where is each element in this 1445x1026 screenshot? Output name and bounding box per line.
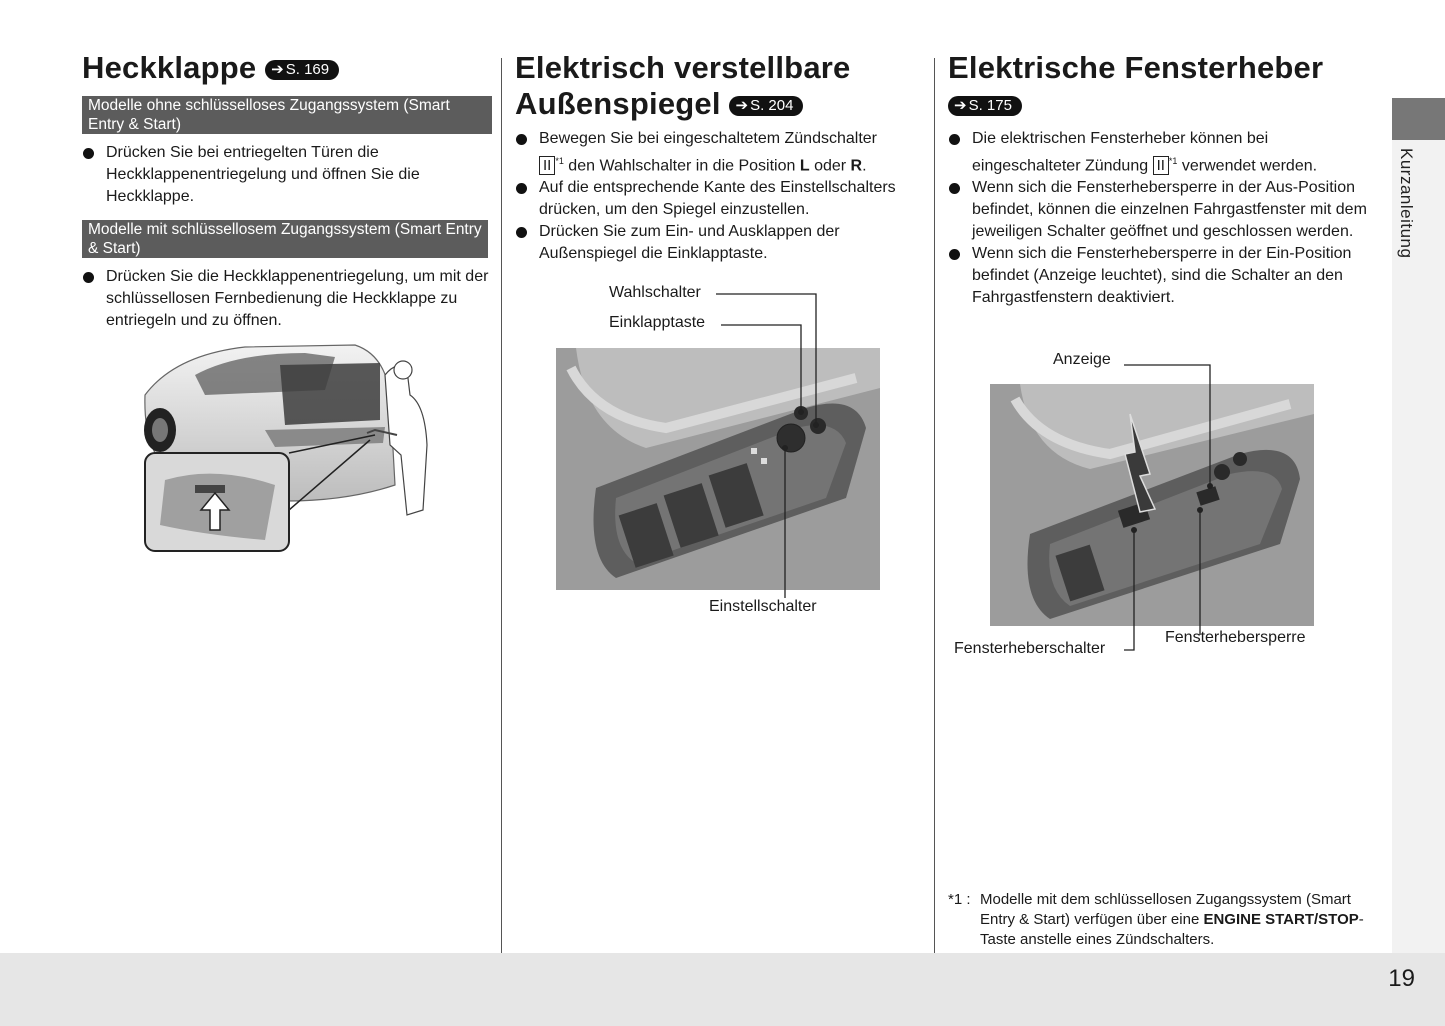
- list-item: Wenn sich die Fensterhebersperre in der Ein-Position befindet (Anzeige leuchtet), sind die Schalter an den Fahrgastfenstern deaktiviert.: [948, 243, 1368, 309]
- ignition-position-badge: II: [1153, 156, 1169, 175]
- label-anzeige: Anzeige: [1053, 351, 1111, 368]
- section-title: [82, 50, 492, 86]
- bullet-list: [82, 142, 492, 208]
- list-item: Bewegen Sie bei eingeschaltetem Zündschalter II $^{*1}$ den Wahlschalter in die Position L oder R.: [515, 128, 920, 177]
- side-tab-label[interactable]: Kurzanleitung: [1397, 148, 1416, 259]
- ignition-position-badge: II: [539, 156, 555, 175]
- section-fensterheber: [948, 50, 1368, 309]
- page-ref-link[interactable]: [948, 96, 1022, 116]
- list-item: Wenn sich die Fensterhebersperre in der Aus-Position befindet, können die einzelnen Fahrgastfenster mit dem jeweiligen Schalter geöffnet und geschlossen werden.: [948, 177, 1368, 243]
- footnote-mark: *1 :: [948, 891, 971, 908]
- arrow-icon: ➔: [735, 96, 749, 114]
- model-bar-smart-entry: Modelle mit schlüssellosem Zugangssystem (Smart Entry & Start): [82, 220, 488, 258]
- bullet-list: [948, 128, 1368, 309]
- title-text: Heckklappe: [82, 50, 257, 85]
- footnote-ref: *1: [1168, 156, 1178, 166]
- arrow-icon: ➔: [271, 60, 284, 78]
- bullet-list: [515, 128, 920, 265]
- list-item: Die elektrischen Fensterheber können bei eingeschalteter Zündung II $^{*1}$ verwendet werden.: [948, 128, 1368, 177]
- label-fensterhebersperre: Fensterhebersperre: [1165, 629, 1306, 646]
- list-item: Drücken Sie bei entriegelten Türen die Heckklappenentriegelung und öffnen Sie die Heckklappe.: [82, 142, 492, 208]
- page-ref-link[interactable]: [729, 96, 803, 116]
- section-title: [948, 50, 1368, 122]
- model-bar-no-smart-entry: Modelle ohne schlüsselloses Zugangssystem (Smart Entry & Start): [82, 96, 492, 134]
- title-text: Elektrisch verstellbare: [515, 50, 851, 85]
- section-aussenspiegel: [515, 50, 920, 265]
- list-item: Drücken Sie zum Ein- und Ausklappen der Außenspiegel die Einklapptaste.: [515, 221, 920, 265]
- page-ref-text: S. 169: [285, 60, 330, 78]
- page-ref-text: S. 175: [968, 96, 1012, 114]
- arrow-icon: ➔: [954, 96, 967, 114]
- page-number: 19: [1388, 965, 1415, 992]
- label-wahlschalter: Wahlschalter: [609, 284, 701, 301]
- footnote-text: Modelle mit dem schlüssellosen Zugangssystem (Smart Entry & Start) verfügen über eine ENGINE START/STOP-Taste anstelle eines Zündschalters.: [980, 891, 1364, 948]
- footnote-ref: *1: [555, 156, 564, 166]
- label-einklapptaste: Einklapptaste: [609, 314, 706, 331]
- side-tab-marker: [1392, 98, 1445, 140]
- label-einstellschalter: Einstellschalter: [709, 598, 817, 615]
- column-divider: [501, 58, 502, 953]
- column-divider: [934, 58, 935, 953]
- section-heckklappe: [82, 50, 492, 332]
- section-title: [515, 50, 920, 122]
- list-item: Auf die entsprechende Kante des Einstellschalters drücken, um den Spiegel einzustellen.: [515, 177, 920, 221]
- title-text: Außenspiegel: [515, 86, 721, 121]
- title-text: Elektrische Fensterheber: [948, 50, 1324, 85]
- tailgate-illustration: [135, 335, 435, 555]
- callout-lines: [990, 350, 1320, 660]
- page-footer: [0, 953, 1445, 1026]
- page-ref-text: S. 204: [750, 96, 794, 114]
- page-ref-link[interactable]: [265, 60, 339, 80]
- list-item: Drücken Sie die Heckklappenentriegelung, um mit der schlüssellosen Fernbedienung die Heckklappe zu entriegeln und zu öffnen.: [82, 266, 492, 332]
- bullet-list: [82, 266, 492, 332]
- callout-lines: [556, 280, 880, 610]
- label-fensterheberschalter: Fensterheberschalter: [954, 640, 1106, 657]
- footnote: [948, 890, 1368, 950]
